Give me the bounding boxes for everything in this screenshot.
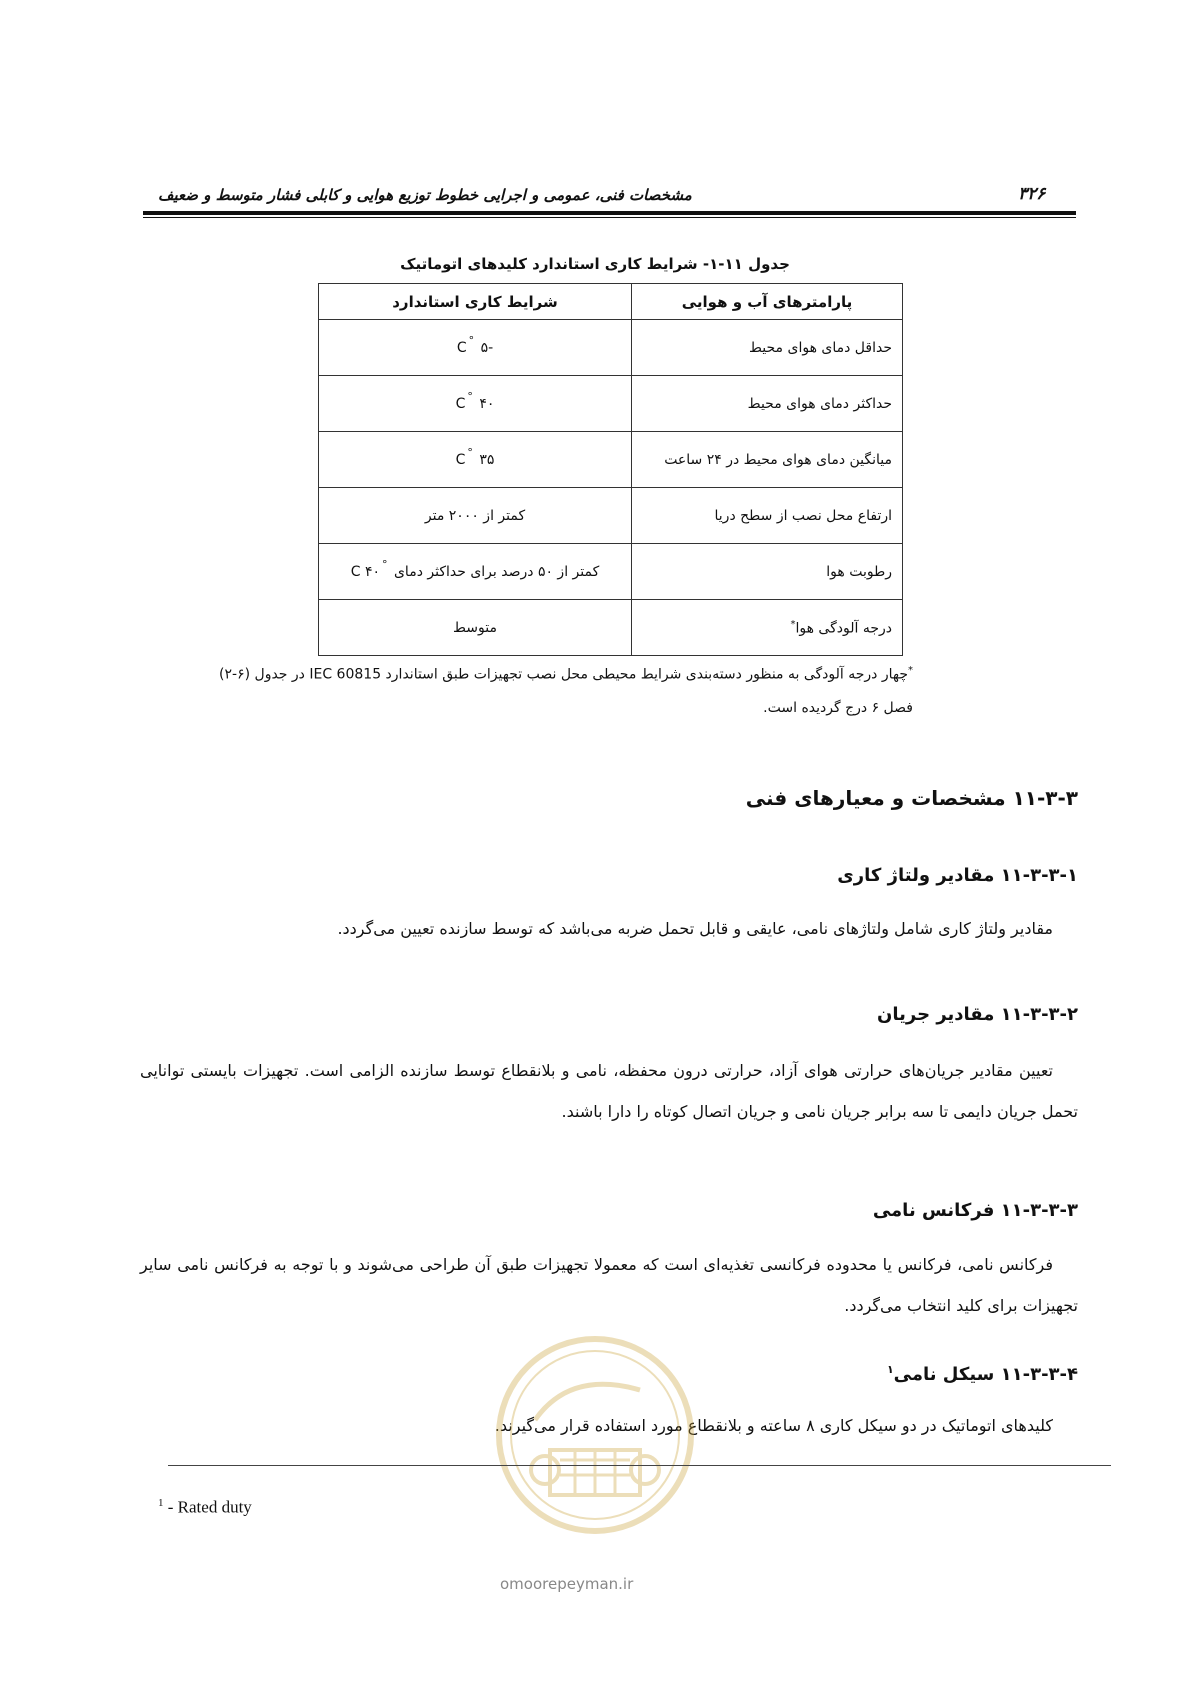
paragraph: فرکانس نامی، فرکانس یا محدوده فرکانسی تغذیه‌ای است که معمولا تجهیزات طبق آن طراحی می‌شوند و با توجه به فرکانس نامی سایر تجهیزات برای کلید انتخاب می‌گردد.: [140, 1255, 1078, 1315]
cond-value: ۳۵: [479, 451, 495, 468]
table-note-line2: فصل ۶ درج گردیده است.: [763, 700, 913, 716]
cell-cond: [319, 320, 632, 376]
cond-text: کمتر از ۵۰ درصد برای حداکثر دمای: [393, 563, 600, 580]
param-text: درجه آلودگی هوا: [795, 620, 892, 637]
header-cond: شرایط کاری استاندارد: [319, 284, 632, 320]
table-row: [319, 544, 903, 600]
cond-value: ۴۰: [479, 395, 495, 412]
cell-cond: متوسط: [319, 600, 632, 656]
footnote-text: - Rated duty: [163, 1497, 252, 1517]
cell-cond: [319, 544, 632, 600]
subsection-heading: [887, 1363, 1078, 1385]
cell-cond: [319, 432, 632, 488]
cond-unit: C: [350, 563, 361, 580]
subsection-heading: ۱۱-۳-۳-۳ فرکانس نامی: [872, 1200, 1078, 1221]
cell-cond: کمتر از ۲۰۰۰ متر: [319, 488, 632, 544]
paragraph: کلیدهای اتوماتیک در دو سیکل کاری ۸ ساعته و بلانقطاع مورد استفاده قرار می‌گیرند.: [494, 1416, 1053, 1435]
table-row: [319, 376, 903, 432]
section-heading: ۱۱-۳-۳ مشخصات و معیارهای فنی: [745, 786, 1078, 810]
footnote-rule: [168, 1465, 1111, 1466]
table-caption: جدول ۱۱-۱- شرایط کاری استاندارد کلیدهای اتوماتیک: [400, 255, 790, 273]
header-rule-thick: [143, 211, 1076, 215]
table-row: [319, 432, 903, 488]
subsection-heading: ۱۱-۳-۳-۲ مقادیر جریان: [877, 1004, 1078, 1025]
degree-symbol: °: [467, 445, 473, 459]
watermark-url: omoorepeyman.ir: [500, 1575, 634, 1593]
header-param: پارامترهای آب و هوایی: [632, 284, 903, 320]
cond-unit: C: [456, 339, 467, 356]
subsection-heading: ۱۱-۳-۳-۱ مقادیر ولتاژ کاری: [837, 865, 1078, 886]
cell-param: رطوبت هوا: [632, 544, 903, 600]
cell-param: ارتفاع محل نصب از سطح دریا: [632, 488, 903, 544]
degree-symbol: °: [468, 333, 475, 347]
heading-text: ۱۱-۳-۳-۴ سیکل نامی: [893, 1364, 1078, 1385]
degree-symbol: °: [467, 389, 473, 403]
cell-param: [632, 600, 903, 656]
cell-param: حداکثر دمای هوای محیط: [632, 376, 903, 432]
cell-cond: [319, 376, 632, 432]
cond-unit: C: [455, 395, 466, 412]
table-row: [319, 600, 903, 656]
table-header-row: [319, 284, 903, 320]
running-title: مشخصات فنی، عمومی و اجرایی خطوط توزیع هوایی و کابلی فشار متوسط و ضعیف: [158, 186, 692, 204]
footnote: [158, 1497, 252, 1518]
asterisk-mark: *: [908, 665, 913, 676]
standard-conditions-table: [318, 283, 903, 656]
paragraph: مقادیر ولتاژ کاری شامل ولتاژهای نامی، عایقی و قابل تحمل ضربه می‌باشد که توسط سازنده تعیین می‌گردد.: [337, 919, 1053, 938]
header-rule-thin: [143, 217, 1076, 218]
cond-value: ۴۰: [364, 563, 381, 580]
footnote-number: 1: [158, 1497, 164, 1509]
footnote-ref: ۱: [886, 1363, 894, 1376]
asterisk-mark: *: [790, 618, 796, 630]
table-row: [319, 488, 903, 544]
page-number: ۳۲۶: [1018, 184, 1046, 204]
table-row: [319, 320, 903, 376]
degree-symbol: °: [382, 557, 388, 571]
note-text: چهار درجه آلودگی به منظور دسته‌بندی شرایط محیطی محل نصب تجهیزات طبق استاندارد IEC 60815 در جدول (۶-۲): [219, 666, 908, 683]
cond-value: -۵: [480, 339, 494, 356]
table-note-line1: [143, 665, 913, 683]
paragraph: تعیین مقادیر جریان‌های حرارتی هوای آزاد، حرارتی درون محفظه، نامی و بلانقطاع توسط سازنده الزامی است. تجهیزات بایستی توانایی تحمل جریان دایمی تا سه برابر جریان نامی و جریان اتصال کوتاه را دارا باشند.: [140, 1061, 1078, 1121]
cell-param: حداقل دمای هوای محیط: [632, 320, 903, 376]
cond-unit: C: [455, 451, 466, 468]
cell-param: میانگین دمای هوای محیط در ۲۴ ساعت: [632, 432, 903, 488]
watermark-seal-icon: [490, 1330, 700, 1540]
